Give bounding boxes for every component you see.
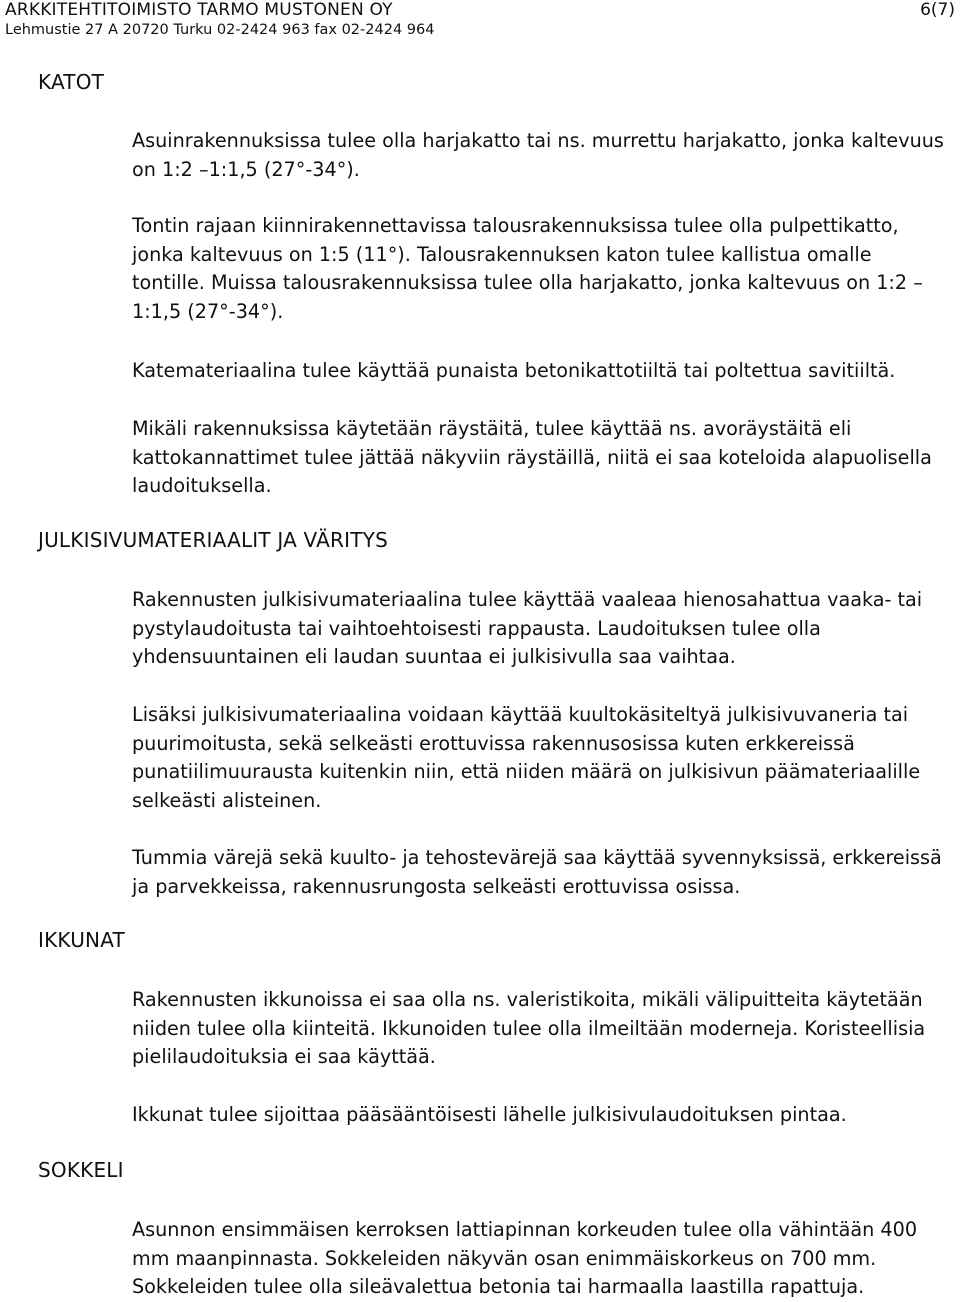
page-number: 6(7) — [920, 0, 955, 20]
page-header — [0, 0, 960, 44]
paragraph-ikkunat-1: Rakennusten ikkunoissa ei saa olla ns. valeristikoita, mikäli välipuitteita käytetään niiden tulee olla kiinteitä. Ikkunoiden tulee olla ilmeiltään moderneja. Koristeellisia pielilaudoituksia ei saa käyttää. — [132, 988, 926, 1068]
paragraph-katot-2: Tontin rajaan kiinnirakennettavissa talousrakennuksissa tulee olla pulpettikatto, jonka kaltevuus on 1:5 (11°). Talousrakennuksen katon tulee kallistua omalle tontille. Muissa talousrakennuksissa tulee olla harjakatto, jonka kaltevuus on 1:2 – 1:1,5 (27°-34°). — [132, 214, 923, 323]
paragraph-katot-3: Katemateriaalina tulee käyttää punaista betonikattotiiltä tai poltettua savitiiltä. — [132, 359, 896, 382]
section-heading-ikkunat: IKKUNAT — [38, 928, 125, 952]
section-heading-katot: KATOT — [38, 70, 105, 94]
company-name: ARKKITEHTITOIMISTO TARMO MUSTONEN OY — [5, 0, 393, 20]
company-address: Lehmustie 27 A 20720 Turku 02-2424 963 fax 02-2424 964 — [5, 22, 435, 38]
paragraph-ikkunat-2: Ikkunat tulee sijoittaa pääsääntöisesti lähelle julkisivulaudoituksen pintaa. — [132, 1103, 847, 1126]
paragraph-julkisivu-3: Tummia värejä sekä kuulto- ja tehostevärejä saa käyttää syvennyksissä, erkkereissä ja parvekkeissa, rakennusrungosta selkeästi erottuvissa osissa. — [132, 846, 942, 898]
section-heading-julkisivu: JULKISIVUMATERIAALIT JA VÄRITYS — [38, 528, 388, 552]
paragraph-katot-1: Asuinrakennuksissa tulee olla harjakatto tai ns. murrettu harjakatto, jonka kaltevuus on 1:2 –1:1,5 (27°-34°). — [132, 129, 944, 181]
paragraph-julkisivu-2: Lisäksi julkisivumateriaalina voidaan käyttää kuultokäsiteltyä julkisivuvaneria tai puurimoitusta, sekä selkeästi erottuvissa rakennusosissa kuten erkkereissä punatiilimuurausta kuitenkin niin, että niiden määrä on julkisivun päämateriaalille selkeästi alisteinen. — [132, 703, 921, 812]
section-heading-sokkeli: SOKKELI — [38, 1158, 124, 1182]
paragraph-sokkeli-1: Asunnon ensimmäisen kerroksen lattiapinnan korkeuden tulee olla vähintään 400 mm maanpinnasta. Sokkeleiden näkyvän osan enimmäiskorkeus on 700 mm. Sokkeleiden tulee olla sileävalettua betonia tai harmaalla laastilla rapattuja. — [132, 1218, 918, 1298]
paragraph-katot-4: Mikäli rakennuksissa käytetään räystäitä, tulee käyttää ns. avoräystäitä eli kattokannattimet tulee jättää näkyviin räystäillä, niitä ei saa koteloida alapuolisella laudoituksella. — [132, 417, 932, 497]
paragraph-julkisivu-1: Rakennusten julkisivumateriaalina tulee käyttää vaaleaa hienosahattua vaaka- tai pystylaudoitusta tai vaihtoehtoisesti rappausta. Laudoituksen tulee olla yhdensuuntainen eli laudan suuntaa ei julkisivulla saa vaihtaa. — [132, 588, 923, 668]
